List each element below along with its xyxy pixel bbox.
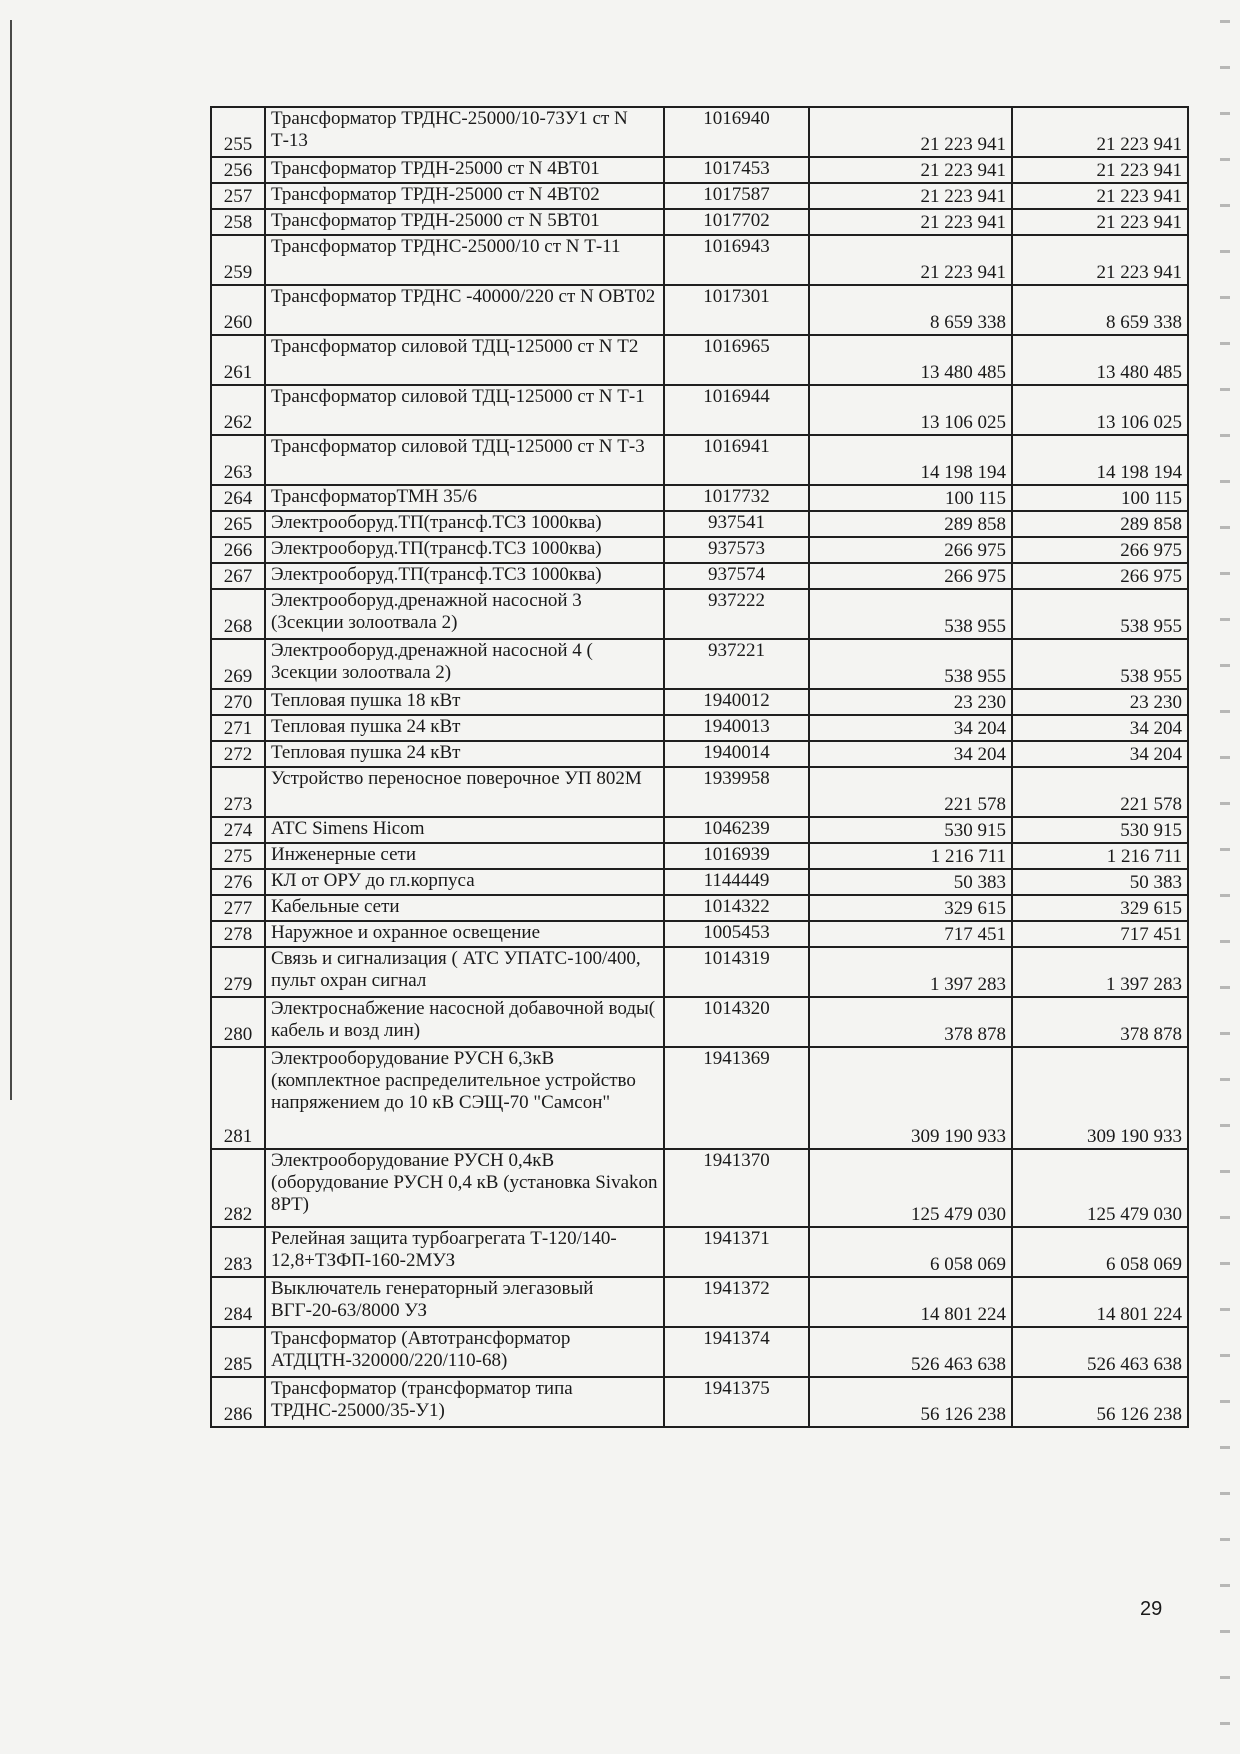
item-name: Электрооборуд.ТП(трансф.ТСЗ 1000ква): [265, 563, 664, 589]
inventory-code: 1014319: [664, 947, 809, 997]
value-col-1: 526 463 638: [809, 1327, 1012, 1377]
page-number: 29: [1140, 1598, 1163, 1620]
value-col-1: 100 115: [809, 485, 1012, 511]
value-col-1: 266 975: [809, 537, 1012, 563]
row-number: 275: [211, 843, 265, 869]
inventory-code: 1014320: [664, 997, 809, 1047]
table-row: [211, 817, 1188, 843]
value-col-2: 309 190 933: [1012, 1047, 1188, 1149]
scan-edge-line: [10, 20, 12, 1100]
inventory-code: 1017301: [664, 285, 809, 335]
value-col-2: 125 479 030: [1012, 1149, 1188, 1227]
table-row: [211, 1149, 1188, 1227]
inventory-code: 1016965: [664, 335, 809, 385]
row-number: 269: [211, 639, 265, 689]
table-row: [211, 1227, 1188, 1277]
item-name: Связь и сигнализация ( АТС УПАТС-100/400, пульт охран сигнал: [265, 947, 664, 997]
value-col-1: 329 615: [809, 895, 1012, 921]
item-name: Электрооборудование РУСН 0,4кВ (оборудование РУСН 0,4 кВ (установка Sivakon 8PT): [265, 1149, 664, 1227]
value-col-1: 21 223 941: [809, 157, 1012, 183]
value-col-2: 21 223 941: [1012, 107, 1188, 157]
value-col-1: 1 216 711: [809, 843, 1012, 869]
inventory-code: 1017732: [664, 485, 809, 511]
item-name: Электрооборудование РУСН 6,3кВ (комплектное распределительное устройство напряжением до 10 кВ СЭЩ-70 "Самсон": [265, 1047, 664, 1149]
item-name: Устройство переносное поверочное УП 802М: [265, 767, 664, 817]
value-col-1: 125 479 030: [809, 1149, 1012, 1227]
row-number: 277: [211, 895, 265, 921]
value-col-2: 21 223 941: [1012, 209, 1188, 235]
inventory-code: 1014322: [664, 895, 809, 921]
item-name: Тепловая пушка 18 кВт: [265, 689, 664, 715]
value-col-1: 50 383: [809, 869, 1012, 895]
item-name: АТС Simens Hicom: [265, 817, 664, 843]
item-name: Трансформатор силовой ТДЦ-125000 ст N Т-1: [265, 385, 664, 435]
inventory-code: 1941372: [664, 1277, 809, 1327]
item-name: Кабельные сети: [265, 895, 664, 921]
item-name: Трансформатор ТРДНС-25000/10 ст N Т-11: [265, 235, 664, 285]
value-col-2: 21 223 941: [1012, 235, 1188, 285]
value-col-2: 100 115: [1012, 485, 1188, 511]
row-number: 282: [211, 1149, 265, 1227]
table-row: [211, 895, 1188, 921]
table-row: [211, 767, 1188, 817]
inventory-code: 1941374: [664, 1327, 809, 1377]
row-number: 280: [211, 997, 265, 1047]
table-row: [211, 209, 1188, 235]
row-number: 267: [211, 563, 265, 589]
item-name: Электрооборуд.ТП(трансф.ТСЗ 1000ква): [265, 511, 664, 537]
item-name: Трансформатор ТРДНС -40000/220 ст N ОВТ02: [265, 285, 664, 335]
item-name: Трансформатор (Автотрансформатор АТДЦТН-320000/220/110-68): [265, 1327, 664, 1377]
inventory-code: 937222: [664, 589, 809, 639]
value-col-1: 538 955: [809, 639, 1012, 689]
value-col-2: 34 204: [1012, 741, 1188, 767]
value-col-2: 1 216 711: [1012, 843, 1188, 869]
inventory-code: 1016941: [664, 435, 809, 485]
row-number: 272: [211, 741, 265, 767]
table-row: [211, 537, 1188, 563]
value-col-2: 378 878: [1012, 997, 1188, 1047]
row-number: 264: [211, 485, 265, 511]
row-number: 257: [211, 183, 265, 209]
value-col-2: 34 204: [1012, 715, 1188, 741]
inventory-code: 937541: [664, 511, 809, 537]
value-col-2: 538 955: [1012, 639, 1188, 689]
table-row: [211, 947, 1188, 997]
inventory-code: 1940012: [664, 689, 809, 715]
inventory-code: 1940013: [664, 715, 809, 741]
value-col-2: 526 463 638: [1012, 1327, 1188, 1377]
table-row: [211, 1047, 1188, 1149]
asset-table-body: [211, 107, 1188, 1427]
value-col-2: 717 451: [1012, 921, 1188, 947]
row-number: 256: [211, 157, 265, 183]
value-col-1: 14 198 194: [809, 435, 1012, 485]
table-row: [211, 335, 1188, 385]
item-name: КЛ от ОРУ до гл.корпуса: [265, 869, 664, 895]
value-col-2: 13 480 485: [1012, 335, 1188, 385]
inventory-code: 1017702: [664, 209, 809, 235]
value-col-2: 21 223 941: [1012, 157, 1188, 183]
value-col-1: 289 858: [809, 511, 1012, 537]
row-number: 278: [211, 921, 265, 947]
item-name: Трансформатор силовой ТДЦ-125000 ст N Т-3: [265, 435, 664, 485]
table-row: [211, 741, 1188, 767]
item-name: Трансформатор ТРДН-25000 ст N 4ВТ02: [265, 183, 664, 209]
value-col-1: 21 223 941: [809, 107, 1012, 157]
inventory-code: 1016943: [664, 235, 809, 285]
table-row: [211, 639, 1188, 689]
table-row: [211, 997, 1188, 1047]
table-row: [211, 689, 1188, 715]
table-row: [211, 385, 1188, 435]
value-col-1: 34 204: [809, 741, 1012, 767]
value-col-2: 56 126 238: [1012, 1377, 1188, 1427]
row-number: 263: [211, 435, 265, 485]
value-col-2: 23 230: [1012, 689, 1188, 715]
row-number: 255: [211, 107, 265, 157]
item-name: Наружное и охранное освещение: [265, 921, 664, 947]
value-col-2: 14 198 194: [1012, 435, 1188, 485]
value-col-1: 23 230: [809, 689, 1012, 715]
value-col-1: 13 480 485: [809, 335, 1012, 385]
table-row: [211, 285, 1188, 335]
inventory-code: 1016944: [664, 385, 809, 435]
table-row: [211, 107, 1188, 157]
value-col-1: 378 878: [809, 997, 1012, 1047]
table-row: [211, 183, 1188, 209]
table-row: [211, 869, 1188, 895]
value-col-1: 538 955: [809, 589, 1012, 639]
inventory-code: 1005453: [664, 921, 809, 947]
row-number: 265: [211, 511, 265, 537]
item-name: Выключатель генераторный элегазовый ВГГ-20-63/8000 УЗ: [265, 1277, 664, 1327]
row-number: 276: [211, 869, 265, 895]
table-row: [211, 1277, 1188, 1327]
table-row: [211, 235, 1188, 285]
value-col-1: 21 223 941: [809, 183, 1012, 209]
table-row: [211, 843, 1188, 869]
value-col-2: 538 955: [1012, 589, 1188, 639]
table-row: [211, 435, 1188, 485]
inventory-code: 1144449: [664, 869, 809, 895]
table-row: [211, 589, 1188, 639]
value-col-1: 34 204: [809, 715, 1012, 741]
value-col-1: 8 659 338: [809, 285, 1012, 335]
value-col-1: 266 975: [809, 563, 1012, 589]
item-name: Трансформатор (трансформатор типа ТРДНС-25000/35-У1): [265, 1377, 664, 1427]
inventory-code: 937574: [664, 563, 809, 589]
value-col-1: 56 126 238: [809, 1377, 1012, 1427]
row-number: 274: [211, 817, 265, 843]
inventory-code: 1941369: [664, 1047, 809, 1149]
table-row: [211, 157, 1188, 183]
scan-margin-marks: [1220, 0, 1230, 1754]
value-col-2: 14 801 224: [1012, 1277, 1188, 1327]
value-col-1: 13 106 025: [809, 385, 1012, 435]
item-name: Электроснабжение насосной добавочной воды( кабель и возд лин): [265, 997, 664, 1047]
item-name: Трансформатор силовой ТДЦ-125000 ст N Т2: [265, 335, 664, 385]
inventory-code: 1016940: [664, 107, 809, 157]
item-name: Электрооборуд.дренажной насосной 3 (3секции золоотвала 2): [265, 589, 664, 639]
row-number: 268: [211, 589, 265, 639]
row-number: 271: [211, 715, 265, 741]
inventory-code: 1941370: [664, 1149, 809, 1227]
item-name: Инженерные сети: [265, 843, 664, 869]
item-name: Трансформатор ТРДН-25000 ст N 5ВТ01: [265, 209, 664, 235]
value-col-2: 266 975: [1012, 563, 1188, 589]
inventory-code: 1016939: [664, 843, 809, 869]
inventory-code: 1939958: [664, 767, 809, 817]
table-row: [211, 921, 1188, 947]
value-col-2: 221 578: [1012, 767, 1188, 817]
value-col-2: 329 615: [1012, 895, 1188, 921]
item-name: Электрооборуд.дренажной насосной 4 ( 3секции золоотвала 2): [265, 639, 664, 689]
table-row: [211, 485, 1188, 511]
value-col-1: 530 915: [809, 817, 1012, 843]
row-number: 260: [211, 285, 265, 335]
row-number: 279: [211, 947, 265, 997]
item-name: Электрооборуд.ТП(трансф.ТСЗ 1000ква): [265, 537, 664, 563]
item-name: Тепловая пушка 24 кВт: [265, 741, 664, 767]
inventory-code: 937573: [664, 537, 809, 563]
table-row: [211, 1377, 1188, 1427]
row-number: 273: [211, 767, 265, 817]
inventory-code: 1941375: [664, 1377, 809, 1427]
value-col-1: 221 578: [809, 767, 1012, 817]
value-col-2: 266 975: [1012, 537, 1188, 563]
row-number: 285: [211, 1327, 265, 1377]
value-col-1: 309 190 933: [809, 1047, 1012, 1149]
item-name: Трансформатор ТРДН-25000 ст N 4ВТ01: [265, 157, 664, 183]
item-name: Тепловая пушка 24 кВт: [265, 715, 664, 741]
asset-table: [210, 106, 1189, 1428]
table-row: [211, 563, 1188, 589]
value-col-1: 1 397 283: [809, 947, 1012, 997]
row-number: 281: [211, 1047, 265, 1149]
row-number: 259: [211, 235, 265, 285]
value-col-2: 289 858: [1012, 511, 1188, 537]
value-col-2: 50 383: [1012, 869, 1188, 895]
inventory-code: 1940014: [664, 741, 809, 767]
value-col-1: 21 223 941: [809, 235, 1012, 285]
value-col-2: 6 058 069: [1012, 1227, 1188, 1277]
row-number: 266: [211, 537, 265, 563]
value-col-2: 21 223 941: [1012, 183, 1188, 209]
table-row: [211, 511, 1188, 537]
row-number: 261: [211, 335, 265, 385]
inventory-code: 1046239: [664, 817, 809, 843]
table-row: [211, 1327, 1188, 1377]
value-col-2: 530 915: [1012, 817, 1188, 843]
item-name: Трансформатор ТРДНС-25000/10-73У1 ст N Т-13: [265, 107, 664, 157]
value-col-1: 6 058 069: [809, 1227, 1012, 1277]
inventory-code: 1017453: [664, 157, 809, 183]
value-col-2: 8 659 338: [1012, 285, 1188, 335]
inventory-code: 1017587: [664, 183, 809, 209]
item-name: ТрансформаторТМН 35/6: [265, 485, 664, 511]
inventory-code: 1941371: [664, 1227, 809, 1277]
value-col-2: 1 397 283: [1012, 947, 1188, 997]
row-number: 286: [211, 1377, 265, 1427]
table-row: [211, 715, 1188, 741]
value-col-2: 13 106 025: [1012, 385, 1188, 435]
item-name: Релейная защита турбоагрегата Т-120/140-12,8+ТЗФП-160-2МУЗ: [265, 1227, 664, 1277]
value-col-1: 717 451: [809, 921, 1012, 947]
row-number: 262: [211, 385, 265, 435]
row-number: 283: [211, 1227, 265, 1277]
inventory-code: 937221: [664, 639, 809, 689]
row-number: 284: [211, 1277, 265, 1327]
value-col-1: 21 223 941: [809, 209, 1012, 235]
value-col-1: 14 801 224: [809, 1277, 1012, 1327]
row-number: 270: [211, 689, 265, 715]
row-number: 258: [211, 209, 265, 235]
